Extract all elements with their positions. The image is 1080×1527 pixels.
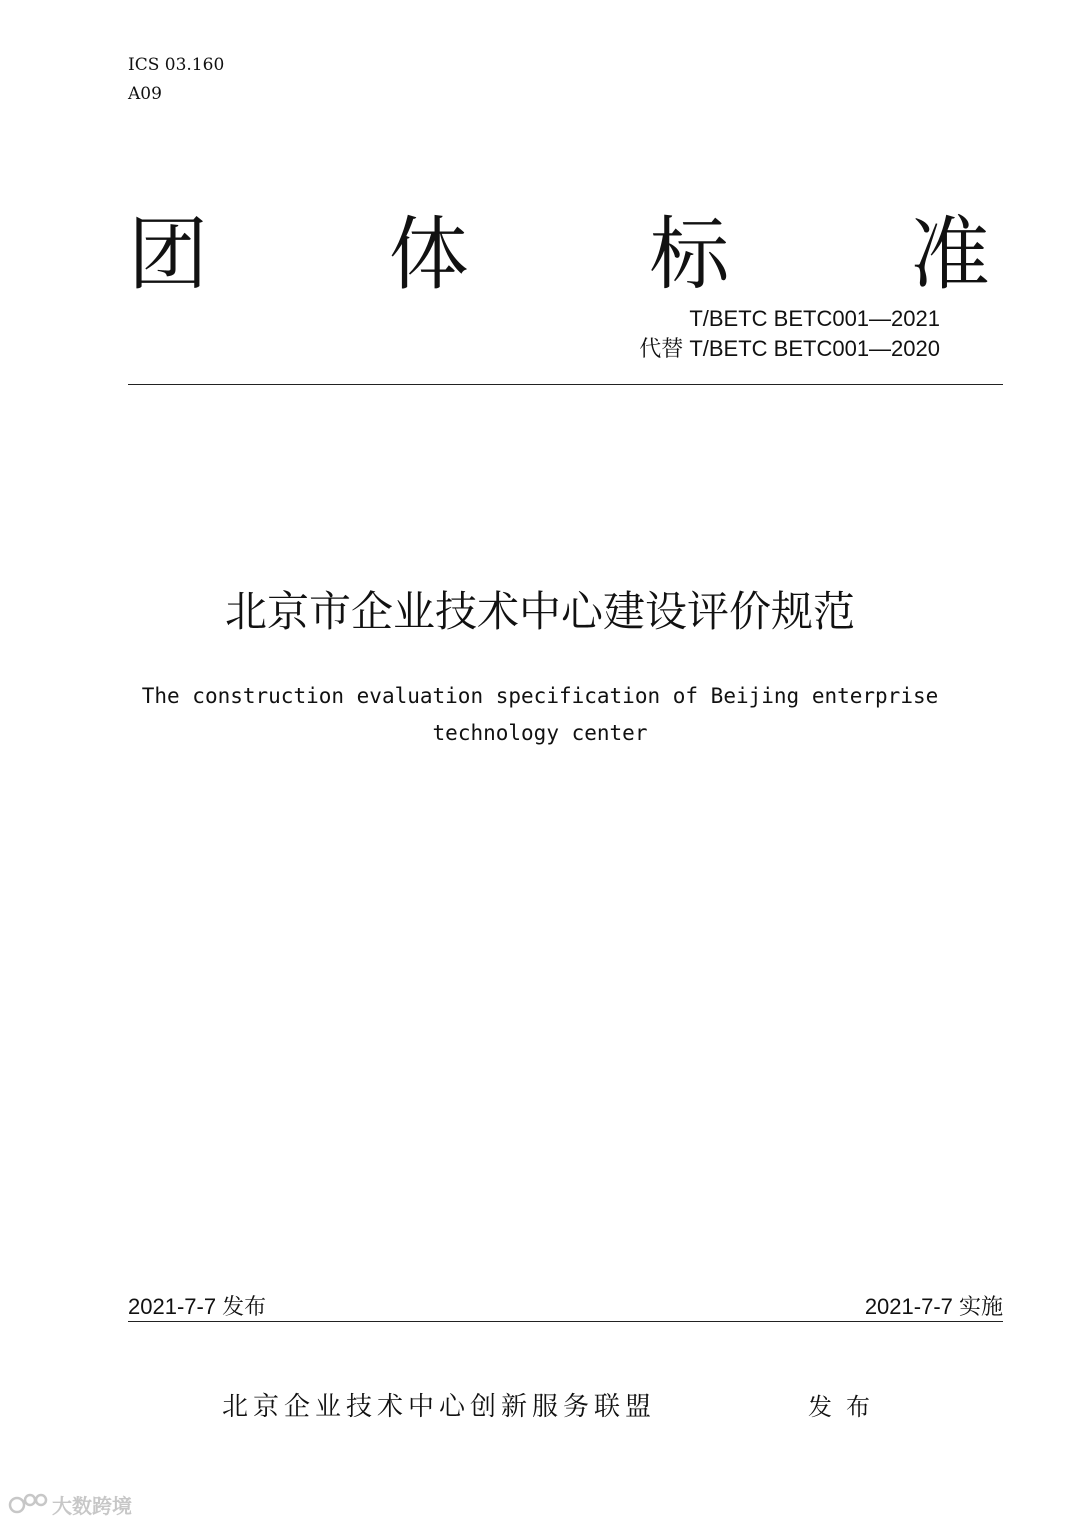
document-title-cn: 北京市企业技术中心建设评价规范 [224, 587, 855, 636]
bottom-divider [128, 1321, 1003, 1322]
title-char-2: 体 [388, 208, 469, 301]
ics-code: ICS 03.160 [128, 55, 225, 75]
title-char-4: 准 [909, 208, 990, 301]
title-char-3: 标 [649, 208, 730, 301]
watermark [8, 1490, 132, 1519]
publisher-name: 北京企业技术中心创新服务联盟 [222, 1392, 657, 1422]
watermark-text: 大数跨境 [52, 1494, 132, 1518]
document-title-en [100, 678, 980, 752]
standard-number: T/BETC BETC001—2021 [689, 306, 940, 331]
standard-type-title [128, 205, 990, 305]
replaced-standard: 代替 T/BETC BETC001—2020 [639, 336, 940, 361]
title-char-1: 团 [128, 208, 208, 301]
top-divider [128, 384, 1003, 385]
classification-code: A09 [128, 84, 162, 104]
logo-icon [8, 1492, 48, 1518]
title-en-line-1: The construction evaluation specification of Beijing enterprise [141, 684, 939, 708]
title-en-line-2: technology center [432, 721, 648, 745]
publish-date: 2021-7-7 发布 [128, 1294, 267, 1319]
implementation-date: 2021-7-7 实施 [864, 1294, 1003, 1319]
publish-label: 发布 [808, 1393, 884, 1421]
